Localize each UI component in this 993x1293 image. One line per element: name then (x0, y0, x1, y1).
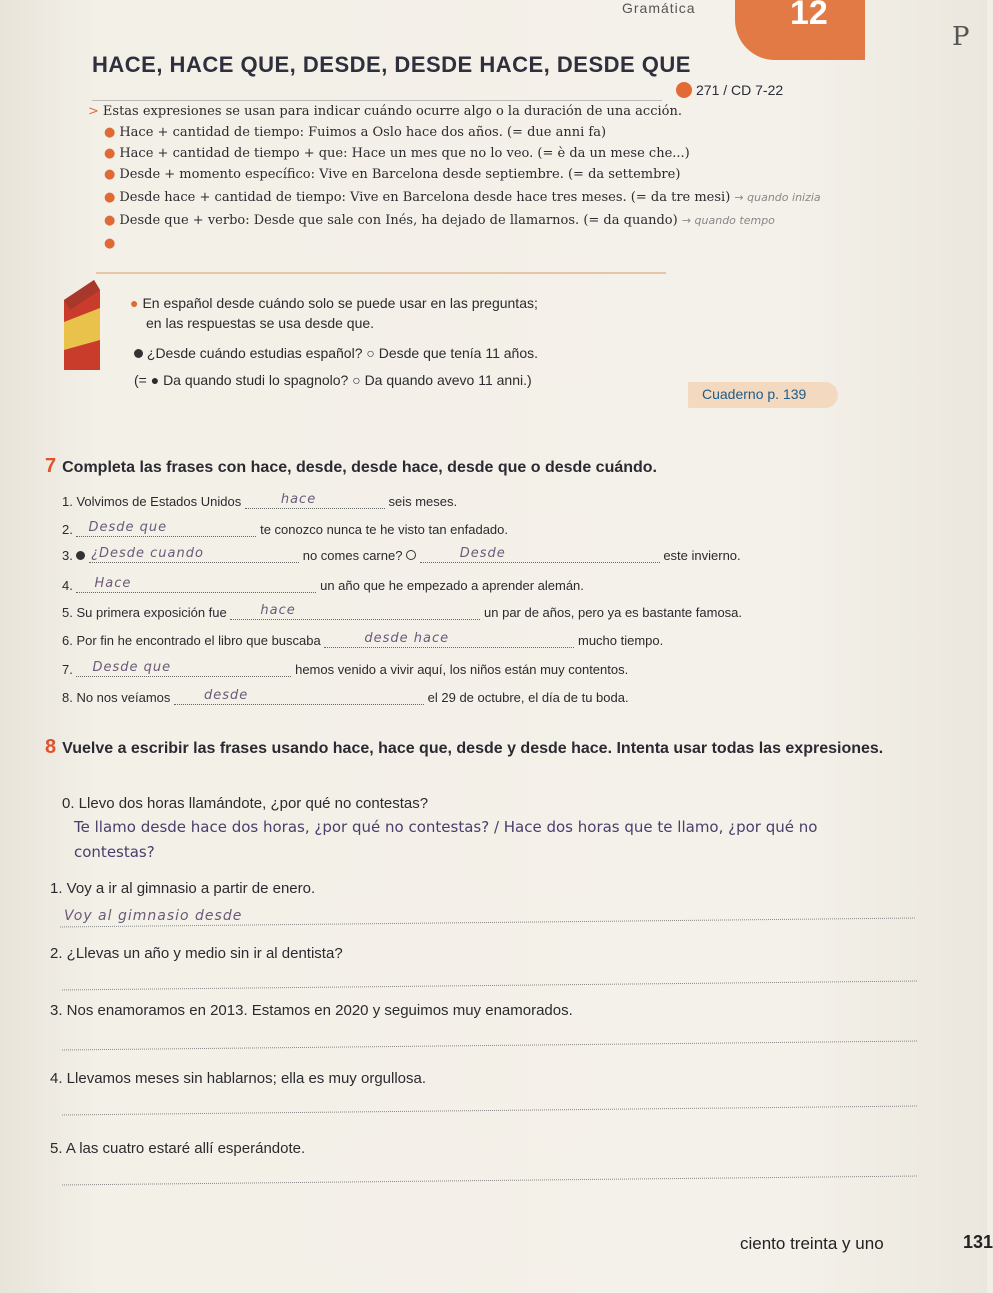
audio-ref-text: 271 / CD 7-22 (696, 82, 784, 98)
ex8-example-answer: Te llamo desde hace dos horas, ¿por qué no contestas? / Hace dos horas que te llamo, ¿por qué no contestas? (74, 818, 818, 861)
ex7-blank-7[interactable]: Desde que (76, 662, 291, 677)
rule-5: ● Desde que + verbo: Desde que sale con Inés, ha dejado de llamarnos. (= da quando) → quando tempo (104, 213, 775, 228)
ex7-blank-2[interactable]: Desde que (76, 522, 256, 537)
bullet-icon: ● (104, 146, 116, 161)
ex7-blank-6[interactable]: desde hace (324, 633, 574, 648)
handwritten-mark: P (952, 22, 970, 52)
rule-6 (104, 236, 119, 251)
note-line-2: en las respuestas se usa desde que. (146, 315, 375, 331)
note-line-1: ● En español desde cuándo solo se puede usar en las preguntas; (130, 295, 538, 311)
ex7-item-4: 4. Hace un año que he empezado a aprender alemán. (62, 576, 584, 593)
ex8-question-4: 4. Llevamos meses sin hablarnos; ella es muy orgullosa. (50, 1070, 427, 1087)
bullet-icon: ● (104, 125, 116, 140)
arrow-icon: > (88, 104, 99, 119)
bullet-icon: ● (130, 295, 139, 311)
bullet-icon: ● (104, 167, 116, 182)
ex7-item-5: 5. Su primera exposición fue hace un par de años, pero ya es bastante famosa. (62, 603, 743, 620)
unit-number: 12 (790, 0, 828, 32)
exercise-7-title: 7 Completa las frases con hace, desde, desde hace, desde que o desde cuándo. (45, 455, 657, 477)
ex8-question-2: 2. ¿Llevas un año y medio sin ir al dentista? (50, 945, 343, 962)
ex8-answer-1-handwriting: Voy al gimnasio desde (64, 908, 243, 924)
grammar-intro: > Estas expresiones se usan para indicar cuándo ocurre algo o la duración de una acción. (88, 104, 682, 119)
ex7-item-2: 2. Desde que te conozco nunca te he visto tan enfadado. (62, 520, 508, 537)
ex7-item-8: 8. No nos veíamos desde el 29 de octubre, el día de tu boda. (62, 688, 629, 705)
ex8-question-1: 1. Voy a ir al gimnasio a partir de enero. (50, 880, 316, 897)
ex7-item-1: 1. Volvimos de Estados Unidos hace seis meses. (62, 492, 458, 509)
ex7-item-7: 7. Desde que hemos venido a vivir aquí, los niños están muy contentos. (62, 660, 629, 677)
audio-icon (676, 82, 692, 98)
audio-reference (676, 82, 783, 98)
ex7-blank-1[interactable]: hace (245, 494, 385, 509)
bullet-icon: ● (104, 213, 116, 228)
ex7-blank-3b[interactable]: Desde (420, 548, 660, 563)
note-example-2: (= ● Da quando studi lo spagnolo? ○ Da quando avevo 11 anni.) (134, 372, 532, 388)
cuaderno-reference: Cuaderno p. 139 (688, 382, 838, 408)
bullet-icon: ● (104, 236, 116, 251)
exercise-8-title: 8 Vuelve a escribir las frases usando hace, hace que, desde y desde hace. Intenta usar todas las expresiones. (45, 736, 884, 758)
note-example-1: ¿Desde cuándo estudias español? ○ Desde que tenía 11 años. (134, 345, 538, 361)
title-underline (92, 100, 662, 101)
speaker-a-icon (76, 551, 85, 560)
running-header: Gramática (622, 0, 696, 16)
bullet-icon: ● (104, 190, 116, 205)
page-number: 131 (963, 1232, 993, 1252)
page-number-words: ciento treinta y uno (740, 1234, 884, 1253)
ex7-blank-3a[interactable]: ¿Desde cuando (89, 548, 299, 563)
ex8-example-question: 0. Llevo dos horas llamándote, ¿por qué no contestas? (62, 795, 429, 812)
note-box (96, 272, 666, 416)
ex8-question-3: 3. Nos enamoramos en 2013. Estamos en 2020 y seguimos muy enamorados. (50, 1002, 573, 1019)
rule-3: ● Desde + momento específico: Vive en Barcelona desde septiembre. (= da settembre) (104, 167, 681, 182)
spain-flag-icon (64, 270, 100, 370)
ex8-question-5: 5. A las cuatro estaré allí esperándote. (50, 1140, 306, 1157)
grammar-title: HACE, HACE QUE, DESDE, DESDE HACE, DESDE QUE (92, 52, 691, 77)
handwritten-note: → quando tempo (681, 214, 775, 227)
speaker-b-icon (406, 550, 416, 560)
rule-1: ● Hace + cantidad de tiempo: Fuimos a Oslo hace dos años. (= due anni fa) (104, 125, 607, 140)
rule-2: ● Hace + cantidad de tiempo + que: Hace un mes que no lo veo. (= è da un mese che...) (104, 146, 690, 161)
speaker-a-icon (134, 349, 143, 358)
ex7-blank-8[interactable]: desde (174, 690, 424, 705)
ex7-blank-5[interactable]: hace (230, 605, 480, 620)
rule-4: ● Desde hace + cantidad de tiempo: Vive en Barcelona desde hace tres meses. (= da tre mesi) → quando inizia (104, 190, 821, 205)
ex7-blank-4[interactable]: Hace (76, 578, 316, 593)
ex7-item-6: 6. Por fin he encontrado el libro que buscaba desde hace mucho tiempo. (62, 631, 664, 648)
ex7-item-3: 3. ¿Desde cuando no comes carne? Desde este invierno. (62, 546, 741, 563)
handwritten-note: → quando inizia (734, 191, 821, 204)
